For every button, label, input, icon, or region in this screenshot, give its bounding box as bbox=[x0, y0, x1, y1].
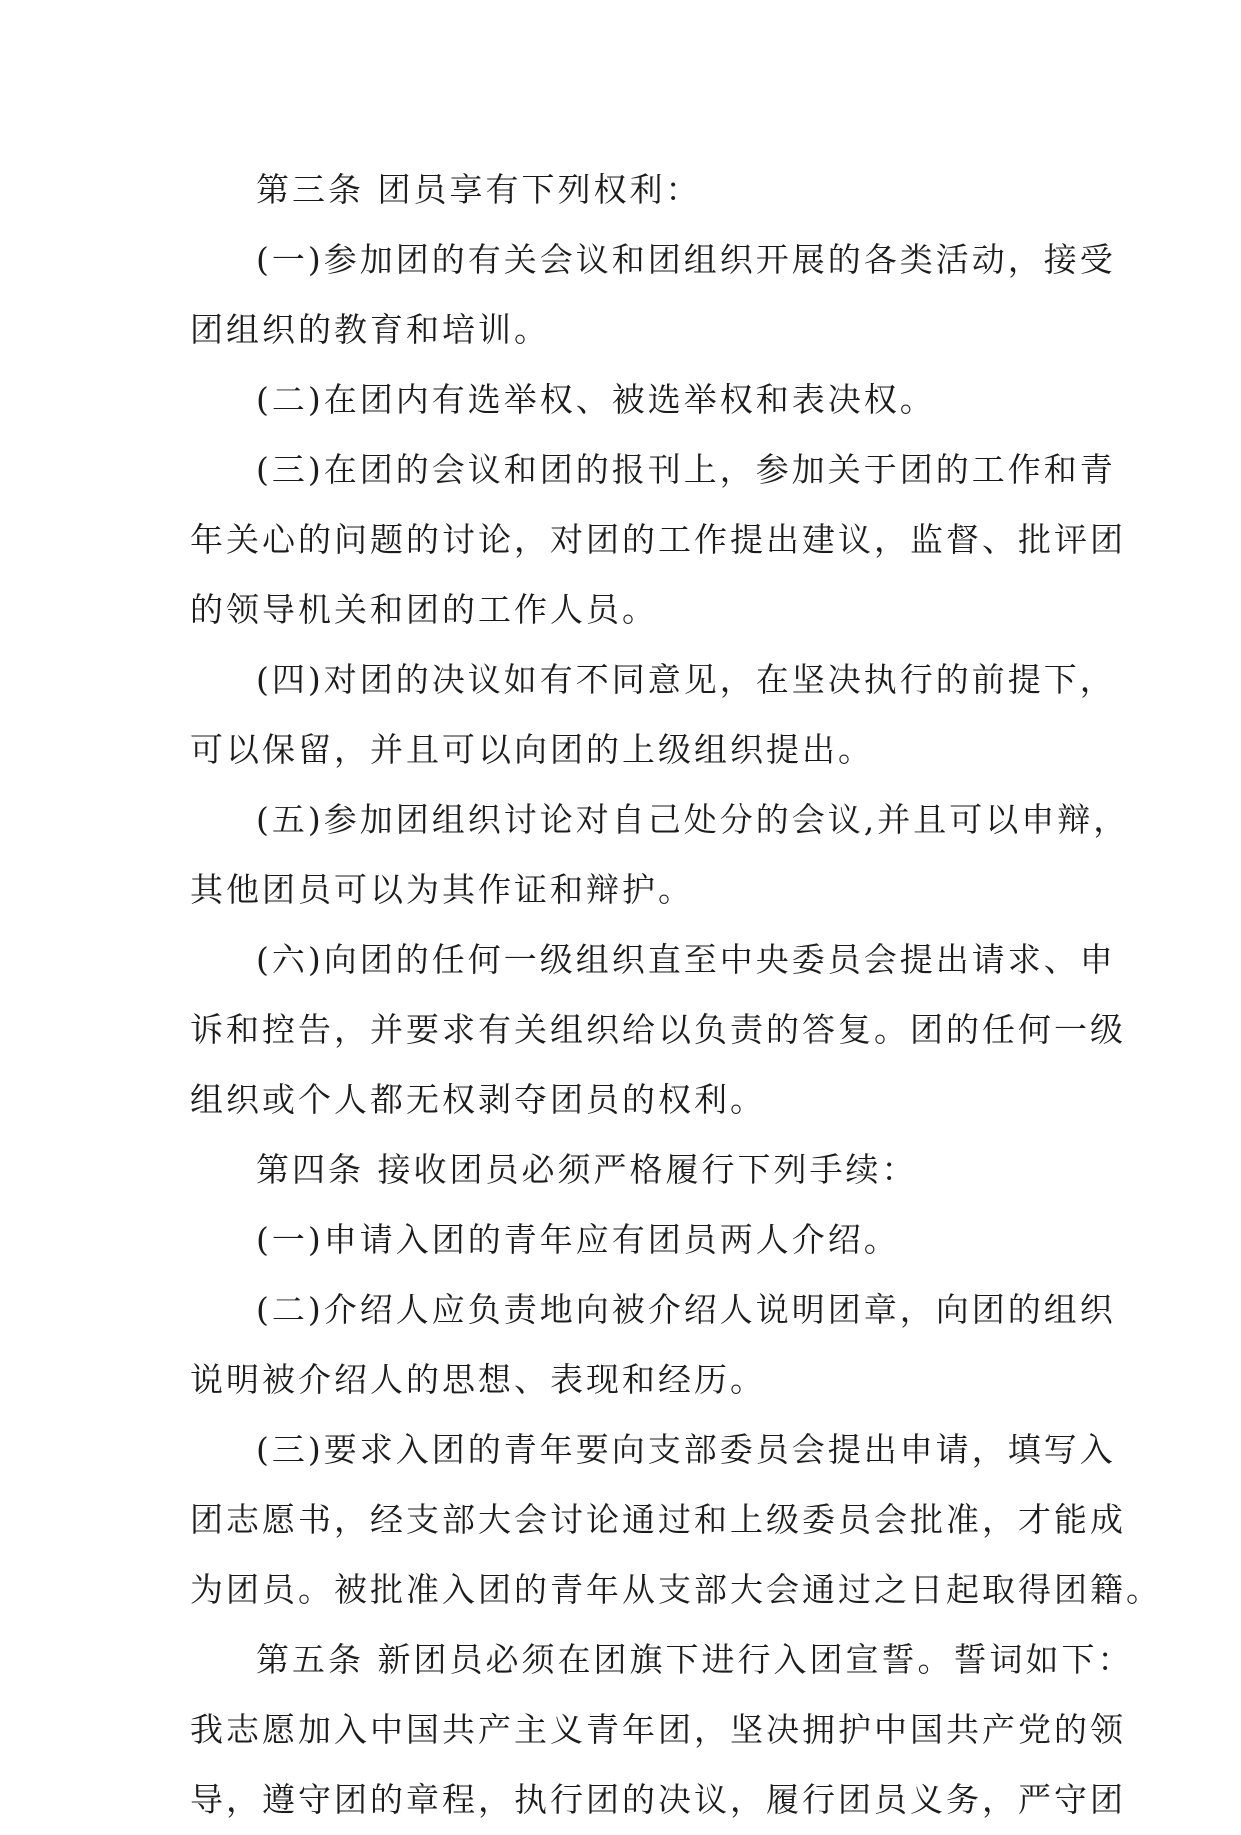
text-line: (一)申请入团的青年应有团员两人介绍。 bbox=[256, 1220, 900, 1259]
text-line: (四)对团的决议如有不同意见，在坚决执行的前提下， bbox=[256, 660, 1116, 699]
text-line: (二)在团内有选举权、被选举权和表决权。 bbox=[256, 380, 936, 419]
text-line: 第四条 接收团员必须严格履行下列手续： bbox=[256, 1150, 918, 1189]
text-line: (三)要求入团的青年要向支部委员会提出申请，填写入 bbox=[256, 1430, 1116, 1469]
text-line: (五)参加团组织讨论对自己处分的会议,并且可以申辩， bbox=[256, 800, 1130, 839]
text-line: 年关心的问题的讨论，对团的工作提出建议，监督、批评团 bbox=[190, 520, 1126, 559]
text-line: 组织或个人都无权剥夺团员的权利。 bbox=[190, 1080, 766, 1119]
text-line: 其他团员可以为其作证和辩护。 bbox=[190, 870, 694, 909]
text-line: 第五条 新团员必须在团旗下进行入团宣誓。誓词如下： bbox=[256, 1640, 1134, 1679]
text-line: 第三条 团员享有下列权利： bbox=[256, 170, 702, 209]
text-line: (六)向团的任何一级组织直至中央委员会提出请求、申 bbox=[256, 940, 1116, 979]
text-line: 导，遵守团的章程，执行团的决议，履行团员义务，严守团 bbox=[190, 1780, 1126, 1819]
text-line: (三)在团的会议和团的报刊上，参加关于团的工作和青 bbox=[256, 450, 1116, 489]
text-line: 诉和控告，并要求有关组织给以负责的答复。团的任何一级 bbox=[190, 1010, 1126, 1049]
text-line: 可以保留，并且可以向团的上级组织提出。 bbox=[190, 730, 874, 769]
document-body bbox=[190, 155, 1162, 1835]
text-line: (一)参加团的有关会议和团组织开展的各类活动，接受 bbox=[256, 240, 1116, 279]
text-line: 的领导机关和团的工作人员。 bbox=[190, 590, 658, 629]
text-line: 团志愿书，经支部大会讨论通过和上级委员会批准，才能成 bbox=[190, 1500, 1126, 1539]
text-line: 说明被介绍人的思想、表现和经历。 bbox=[190, 1360, 766, 1399]
text-line: 我志愿加入中国共产主义青年团，坚决拥护中国共产党的领 bbox=[190, 1710, 1126, 1749]
text-line: 为团员。被批准入团的青年从支部大会通过之日起取得团籍。 bbox=[190, 1570, 1162, 1609]
text-line: (二)介绍人应负责地向被介绍人说明团章，向团的组织 bbox=[256, 1290, 1116, 1329]
text-line: 团组织的教育和培训。 bbox=[190, 310, 550, 349]
